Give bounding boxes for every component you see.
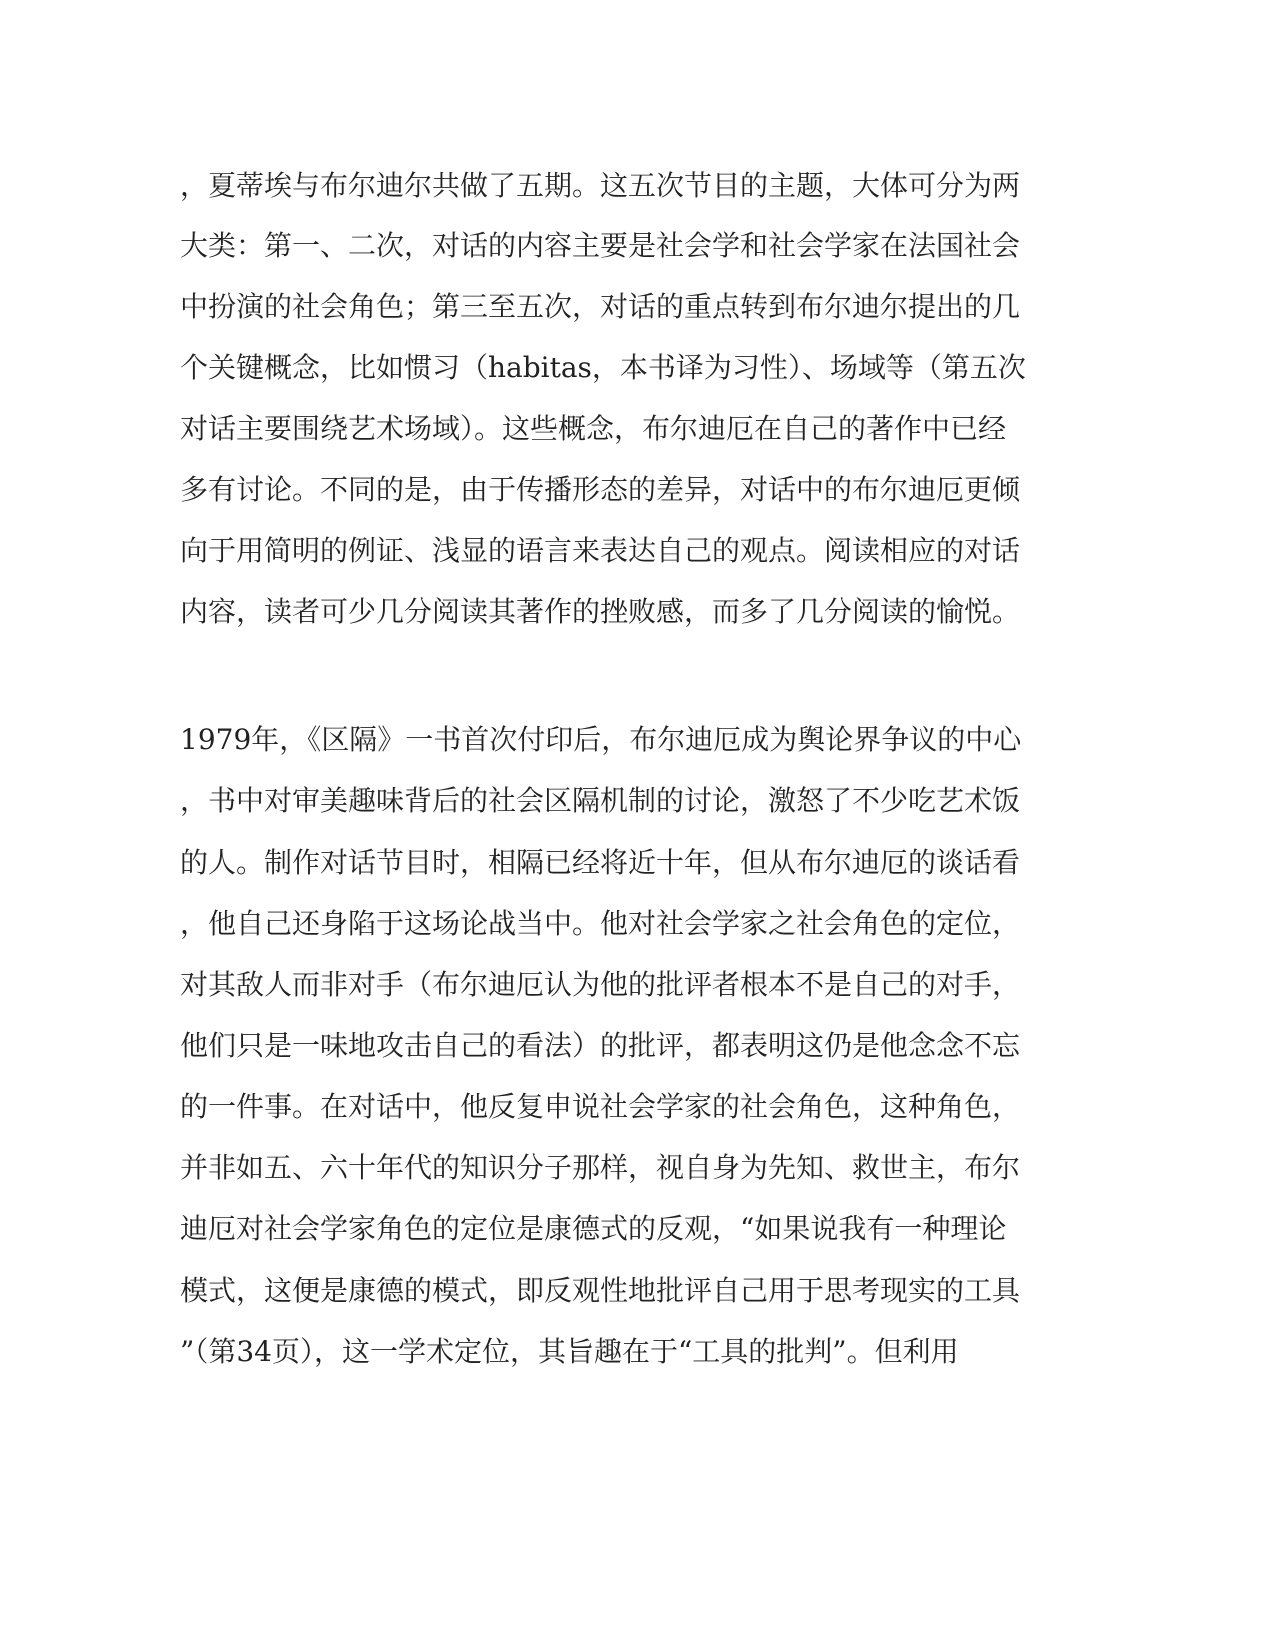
text-line: 他们只是一味地攻击自己的看法）的批评，都表明这仍是他念念不忘	[180, 1029, 1021, 1062]
text-line: 大类：第一、二次，对话的内容主要是社会学和社会学家在法国社会	[180, 229, 1021, 262]
text-line: ”（第34页），这一学术定位，其旨趣在于“工具的批判”。但利用	[180, 1335, 959, 1368]
text-line: 内容，读者可少几分阅读其著作的挫败感，而多了几分阅读的愉悦。	[180, 595, 1021, 628]
text-line: 个关键概念，比如惯习（habitas，本书译为习性）、场域等（第五次	[180, 351, 1026, 384]
text-line: 多有讨论。不同的是，由于传播形态的差异，对话中的布尔迪厄更倾	[180, 473, 1021, 506]
text-line: 中扮演的社会角色；第三至五次，对话的重点转到布尔迪尔提出的几	[180, 290, 1021, 323]
text-line: ，夏蒂埃与布尔迪尔共做了五期。这五次节目的主题，大体可分为两	[180, 169, 1021, 202]
text-line: 1979年，《区隔》一书首次付印后，布尔迪厄成为舆论界争议的中心	[180, 723, 1022, 756]
text-line: 并非如五、六十年代的知识分子那样，视自身为先知、救世主，布尔	[180, 1151, 1021, 1184]
text-line: 对话主要围绕艺术场域）。这些概念，布尔迪厄在自己的著作中已经	[180, 412, 1007, 445]
text-line: 的人。制作对话节目时，相隔已经将近十年，但从布尔迪厄的谈话看	[180, 846, 1021, 879]
text-line: 迪厄对社会学家角色的定位是康德式的反观，“如果说我有一种理论	[180, 1212, 1007, 1245]
text-line: 的一件事。在对话中，他反复申说社会学家的社会角色，这种角色，	[180, 1090, 1021, 1123]
text-line: 向于用简明的例证、浅显的语言来表达自己的观点。阅读相应的对话	[180, 534, 1021, 567]
text-line: ，书中对审美趣味背后的社会区隔机制的讨论，激怒了不少吃艺术饭	[180, 784, 1021, 817]
text-line: ，他自己还身陷于这场论战当中。他对社会学家之社会角色的定位，	[180, 907, 1021, 940]
text-line: 模式，这便是康德的模式，即反观性地批评自己用于思考现实的工具	[180, 1274, 1021, 1307]
text-line: 对其敌人而非对手（布尔迪厄认为他的批评者根本不是自己的对手，	[180, 968, 1021, 1001]
